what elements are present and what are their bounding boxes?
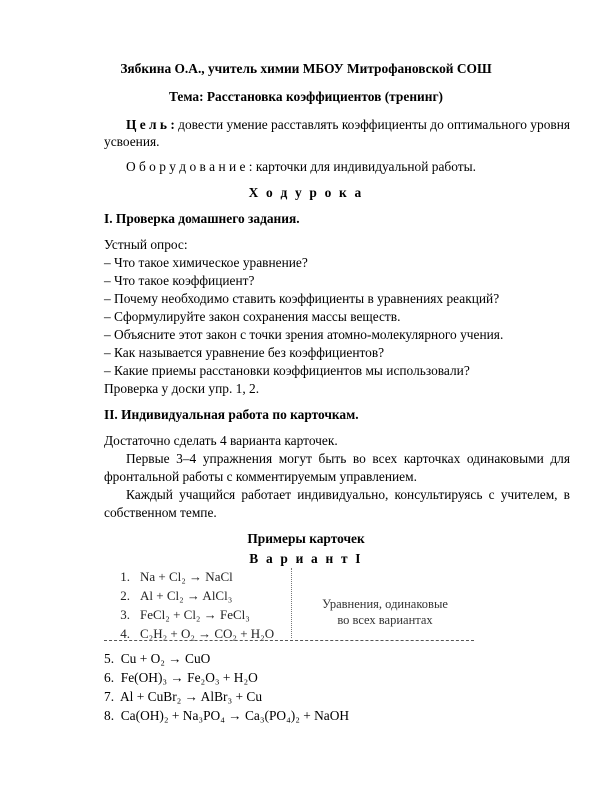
goal-text: довести умение расставлять коэффициенты до оптимального уровня xyxy=(174,117,571,132)
equipment-line xyxy=(126,158,476,175)
lesson-title: Х о д у р о к а xyxy=(248,185,364,200)
card-note-line2: во всех вариантах xyxy=(337,613,433,627)
cards-title: Примеры карточек xyxy=(247,531,365,546)
section2-heading: II. Индивидуальная работа по карточкам. xyxy=(104,407,359,422)
common-equations-card xyxy=(104,566,474,644)
question-item: – Какие приемы расстановки коэффициентов мы использовали? xyxy=(104,363,470,378)
section2-p3-line1: Каждый учащийся работает индивидуально, консультируясь с учителем, в xyxy=(126,487,570,502)
equipment-label: О б о р у д о в а н и е : xyxy=(126,159,253,174)
equipment-text: карточки для индивидуальной работы. xyxy=(252,159,476,174)
section2-p2-line2: фронтальной работы с комментируемым управлением. xyxy=(104,469,417,484)
goal-line xyxy=(126,116,570,133)
card-equation: 3. FeCl₂ + Cl₂ → FeCl₃ xyxy=(120,607,250,622)
section1-heading: I. Проверка домашнего задания. xyxy=(104,211,300,226)
individual-equation: 7. Al + CuBr₂ → AlBr₃ + Cu xyxy=(104,689,263,704)
question-item: – Что такое коэффициент? xyxy=(104,273,255,288)
section2-p3-line2: собственном темпе. xyxy=(104,505,217,520)
individual-equation: 5. Cu + O₂ → CuO xyxy=(104,651,211,666)
oral-survey-intro: Устный опрос: xyxy=(104,237,188,252)
card-divider-vertical xyxy=(291,568,292,638)
goal-label: Ц е л ь : xyxy=(126,117,175,132)
question-item: – Объясните этот закон с точки зрения атомно-молекулярного учения. xyxy=(104,327,504,342)
variant-title: В а р и а н т I xyxy=(249,551,363,566)
section2-p2-line1: Первые 3–4 упражнения могут быть во всех карточках одинаковыми для xyxy=(126,451,570,466)
card-equation: 4. C₂H₂ + O₂ → CO₂ + H₂O xyxy=(120,626,275,641)
card-equation: 2. Al + Cl₂ → AlCl₃ xyxy=(120,588,233,603)
individual-equation: 6. Fe(OH)₃ → Fe₂O₃ + H₂O xyxy=(104,670,258,685)
section2-p1: Достаточно сделать 4 варианта карточек. xyxy=(104,433,338,448)
question-item: – Как называется уравнение без коэффициентов? xyxy=(104,345,385,360)
question-item: – Почему необходимо ставить коэффициенты в уравнениях реакций? xyxy=(104,291,500,306)
card-equation: 1. Na + Cl₂ → NaCl xyxy=(120,569,233,584)
question-item: – Сформулируйте закон сохранения массы веществ. xyxy=(104,309,401,324)
individual-equation: 8. Ca(OH)₂ + Na₃PO₄ → Ca₃(PO₄)₂ + NaOH xyxy=(104,708,350,723)
board-check: Проверка у доски упр. 1, 2. xyxy=(104,381,260,396)
goal-text-cont: усвоения. xyxy=(104,134,160,149)
question-item: – Что такое химическое уравнение? xyxy=(104,255,308,270)
topic-line: Тема: Расстановка коэффициентов (тренинг) xyxy=(168,89,444,104)
author-line: Зябкина О.А., учитель химии МБОУ Митрофановской СОШ xyxy=(120,61,492,76)
card-divider-dashed xyxy=(104,640,474,641)
card-note-line1: Уравнения, одинаковые xyxy=(322,597,448,611)
